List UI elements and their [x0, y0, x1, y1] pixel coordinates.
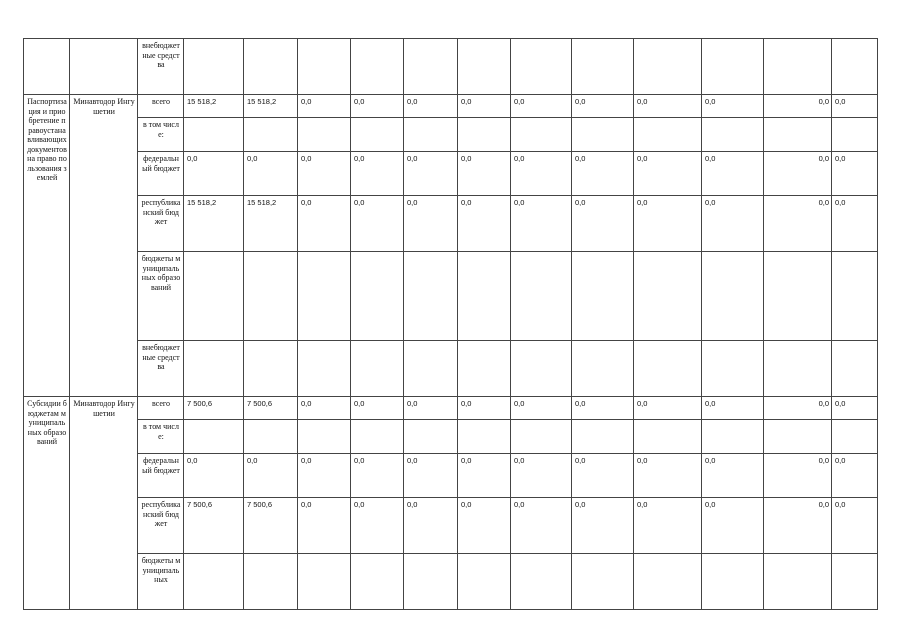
value-cell: 0,0: [351, 152, 404, 196]
value-cell: [404, 341, 458, 397]
value-cell: [764, 554, 832, 610]
value-cell: [244, 39, 298, 95]
value-cell: [184, 39, 244, 95]
value-cell: 0,0: [634, 397, 702, 420]
value-cell: [634, 252, 702, 341]
budget-table: [23, 38, 878, 610]
value-cell: [184, 252, 244, 341]
value-cell: 0,0: [404, 397, 458, 420]
value-cell: 0,0: [458, 498, 511, 554]
value-cell: 0,0: [298, 454, 351, 498]
value-cell: [702, 554, 764, 610]
value-cell: [458, 420, 511, 454]
value-cell: [458, 118, 511, 152]
value-cell: 0,0: [702, 397, 764, 420]
source-cell: республиканский бюджет: [138, 196, 184, 252]
value-cell: 0,0: [702, 95, 764, 118]
value-cell: [458, 341, 511, 397]
value-cell: [511, 118, 572, 152]
value-cell: [764, 39, 832, 95]
value-cell: [244, 252, 298, 341]
value-cell: [404, 420, 458, 454]
value-cell: 0,0: [298, 196, 351, 252]
value-cell: [351, 118, 404, 152]
value-cell: 0,0: [298, 152, 351, 196]
value-cell: 0,0: [404, 152, 458, 196]
value-cell: 0,0: [511, 196, 572, 252]
value-cell: [832, 554, 878, 610]
value-cell: 0,0: [458, 196, 511, 252]
source-cell: федеральный бюджет: [138, 454, 184, 498]
value-cell: [298, 341, 351, 397]
measure-name-cell: Паспортизация и приобретение правоустанавливающих документов на право пользования землей: [24, 95, 70, 397]
value-cell: 0,0: [832, 196, 878, 252]
source-cell: внебюджетные средства: [138, 341, 184, 397]
value-cell: [634, 341, 702, 397]
value-cell: 0,0: [764, 498, 832, 554]
value-cell: [184, 118, 244, 152]
table-row: [24, 341, 878, 397]
value-cell: 7 500,6: [244, 498, 298, 554]
table-row: [24, 454, 878, 498]
value-cell: 0,0: [764, 454, 832, 498]
value-cell: 0,0: [511, 454, 572, 498]
value-cell: 0,0: [702, 152, 764, 196]
value-cell: 15 518,2: [244, 196, 298, 252]
value-cell: 0,0: [764, 95, 832, 118]
value-cell: [764, 341, 832, 397]
value-cell: 0,0: [351, 498, 404, 554]
source-cell: всего: [138, 95, 184, 118]
value-cell: 0,0: [702, 454, 764, 498]
value-cell: 0,0: [458, 397, 511, 420]
value-cell: [832, 118, 878, 152]
value-cell: [244, 554, 298, 610]
value-cell: 0,0: [511, 498, 572, 554]
value-cell: 0,0: [298, 498, 351, 554]
value-cell: [832, 252, 878, 341]
value-cell: 0,0: [404, 498, 458, 554]
table-row: [24, 554, 878, 610]
value-cell: [572, 252, 634, 341]
source-cell: всего: [138, 397, 184, 420]
executor-cell: [70, 39, 138, 95]
value-cell: [702, 420, 764, 454]
value-cell: 0,0: [184, 152, 244, 196]
value-cell: [511, 341, 572, 397]
value-cell: [634, 420, 702, 454]
value-cell: 0,0: [351, 196, 404, 252]
value-cell: 0,0: [832, 397, 878, 420]
value-cell: [572, 554, 634, 610]
value-cell: 0,0: [832, 152, 878, 196]
value-cell: 0,0: [832, 95, 878, 118]
value-cell: 0,0: [764, 196, 832, 252]
value-cell: [244, 118, 298, 152]
value-cell: 15 518,2: [184, 196, 244, 252]
value-cell: 0,0: [634, 95, 702, 118]
value-cell: [702, 341, 764, 397]
table-row: [24, 118, 878, 152]
executor-cell: Минавтодор Ингушетии: [70, 95, 138, 397]
source-cell: республиканский бюджет: [138, 498, 184, 554]
value-cell: 0,0: [634, 152, 702, 196]
value-cell: 0,0: [572, 152, 634, 196]
value-cell: [184, 554, 244, 610]
value-cell: 0,0: [351, 454, 404, 498]
executor-cell: Минавтодор Ингушетии: [70, 397, 138, 610]
value-cell: [298, 118, 351, 152]
value-cell: [351, 341, 404, 397]
value-cell: 0,0: [404, 454, 458, 498]
value-cell: 0,0: [832, 498, 878, 554]
value-cell: 0,0: [404, 196, 458, 252]
source-cell: в том числе:: [138, 118, 184, 152]
value-cell: 0,0: [572, 95, 634, 118]
value-cell: [404, 252, 458, 341]
source-cell: бюджеты муниципальных образований: [138, 252, 184, 341]
table-row: [24, 152, 878, 196]
value-cell: [298, 554, 351, 610]
value-cell: [572, 39, 634, 95]
value-cell: 0,0: [634, 454, 702, 498]
value-cell: [244, 420, 298, 454]
value-cell: [832, 39, 878, 95]
value-cell: 0,0: [458, 152, 511, 196]
value-cell: [634, 118, 702, 152]
value-cell: 15 518,2: [184, 95, 244, 118]
value-cell: [572, 420, 634, 454]
value-cell: [511, 554, 572, 610]
value-cell: 7 500,6: [244, 397, 298, 420]
value-cell: [634, 39, 702, 95]
value-cell: [764, 118, 832, 152]
value-cell: 0,0: [184, 454, 244, 498]
value-cell: 0,0: [702, 196, 764, 252]
value-cell: [351, 39, 404, 95]
value-cell: 0,0: [764, 397, 832, 420]
value-cell: [244, 341, 298, 397]
value-cell: 0,0: [298, 95, 351, 118]
value-cell: [298, 252, 351, 341]
value-cell: [184, 420, 244, 454]
value-cell: 0,0: [511, 152, 572, 196]
value-cell: [702, 118, 764, 152]
table-row: [24, 420, 878, 454]
value-cell: 7 500,6: [184, 397, 244, 420]
value-cell: [298, 420, 351, 454]
value-cell: 0,0: [298, 397, 351, 420]
value-cell: [832, 420, 878, 454]
table-body: [24, 39, 878, 610]
value-cell: [832, 341, 878, 397]
table-row: [24, 498, 878, 554]
value-cell: [351, 252, 404, 341]
value-cell: [511, 39, 572, 95]
value-cell: 15 518,2: [244, 95, 298, 118]
value-cell: [764, 252, 832, 341]
value-cell: [511, 420, 572, 454]
value-cell: 0,0: [511, 95, 572, 118]
name-cell: [24, 39, 70, 95]
value-cell: [404, 118, 458, 152]
value-cell: [702, 252, 764, 341]
value-cell: 0,0: [244, 152, 298, 196]
table-row: [24, 252, 878, 341]
value-cell: 0,0: [511, 397, 572, 420]
value-cell: 0,0: [832, 454, 878, 498]
value-cell: [764, 420, 832, 454]
value-cell: 0,0: [572, 454, 634, 498]
value-cell: [351, 420, 404, 454]
table-row: [24, 95, 878, 118]
value-cell: 0,0: [702, 498, 764, 554]
source-cell: внебюджетные средства: [138, 39, 184, 95]
value-cell: 0,0: [764, 152, 832, 196]
table-row: [24, 196, 878, 252]
value-cell: 0,0: [244, 454, 298, 498]
value-cell: [184, 341, 244, 397]
value-cell: 0,0: [458, 95, 511, 118]
table-row: [24, 397, 878, 420]
source-cell: в том числе:: [138, 420, 184, 454]
value-cell: [511, 252, 572, 341]
value-cell: 7 500,6: [184, 498, 244, 554]
value-cell: 0,0: [351, 397, 404, 420]
value-cell: [298, 39, 351, 95]
source-cell: бюджеты муниципальных: [138, 554, 184, 610]
value-cell: 0,0: [404, 95, 458, 118]
value-cell: [572, 341, 634, 397]
value-cell: 0,0: [351, 95, 404, 118]
value-cell: [404, 39, 458, 95]
measure-name-cell: Субсидии бюджетам муниципальных образований: [24, 397, 70, 610]
value-cell: 0,0: [572, 498, 634, 554]
value-cell: [634, 554, 702, 610]
value-cell: 0,0: [634, 196, 702, 252]
value-cell: [458, 554, 511, 610]
value-cell: [572, 118, 634, 152]
value-cell: 0,0: [458, 454, 511, 498]
table-row: [24, 39, 878, 95]
value-cell: 0,0: [572, 397, 634, 420]
value-cell: [458, 252, 511, 341]
value-cell: [458, 39, 511, 95]
source-cell: федеральный бюджет: [138, 152, 184, 196]
value-cell: [351, 554, 404, 610]
value-cell: [702, 39, 764, 95]
value-cell: [404, 554, 458, 610]
value-cell: 0,0: [634, 498, 702, 554]
value-cell: 0,0: [572, 196, 634, 252]
